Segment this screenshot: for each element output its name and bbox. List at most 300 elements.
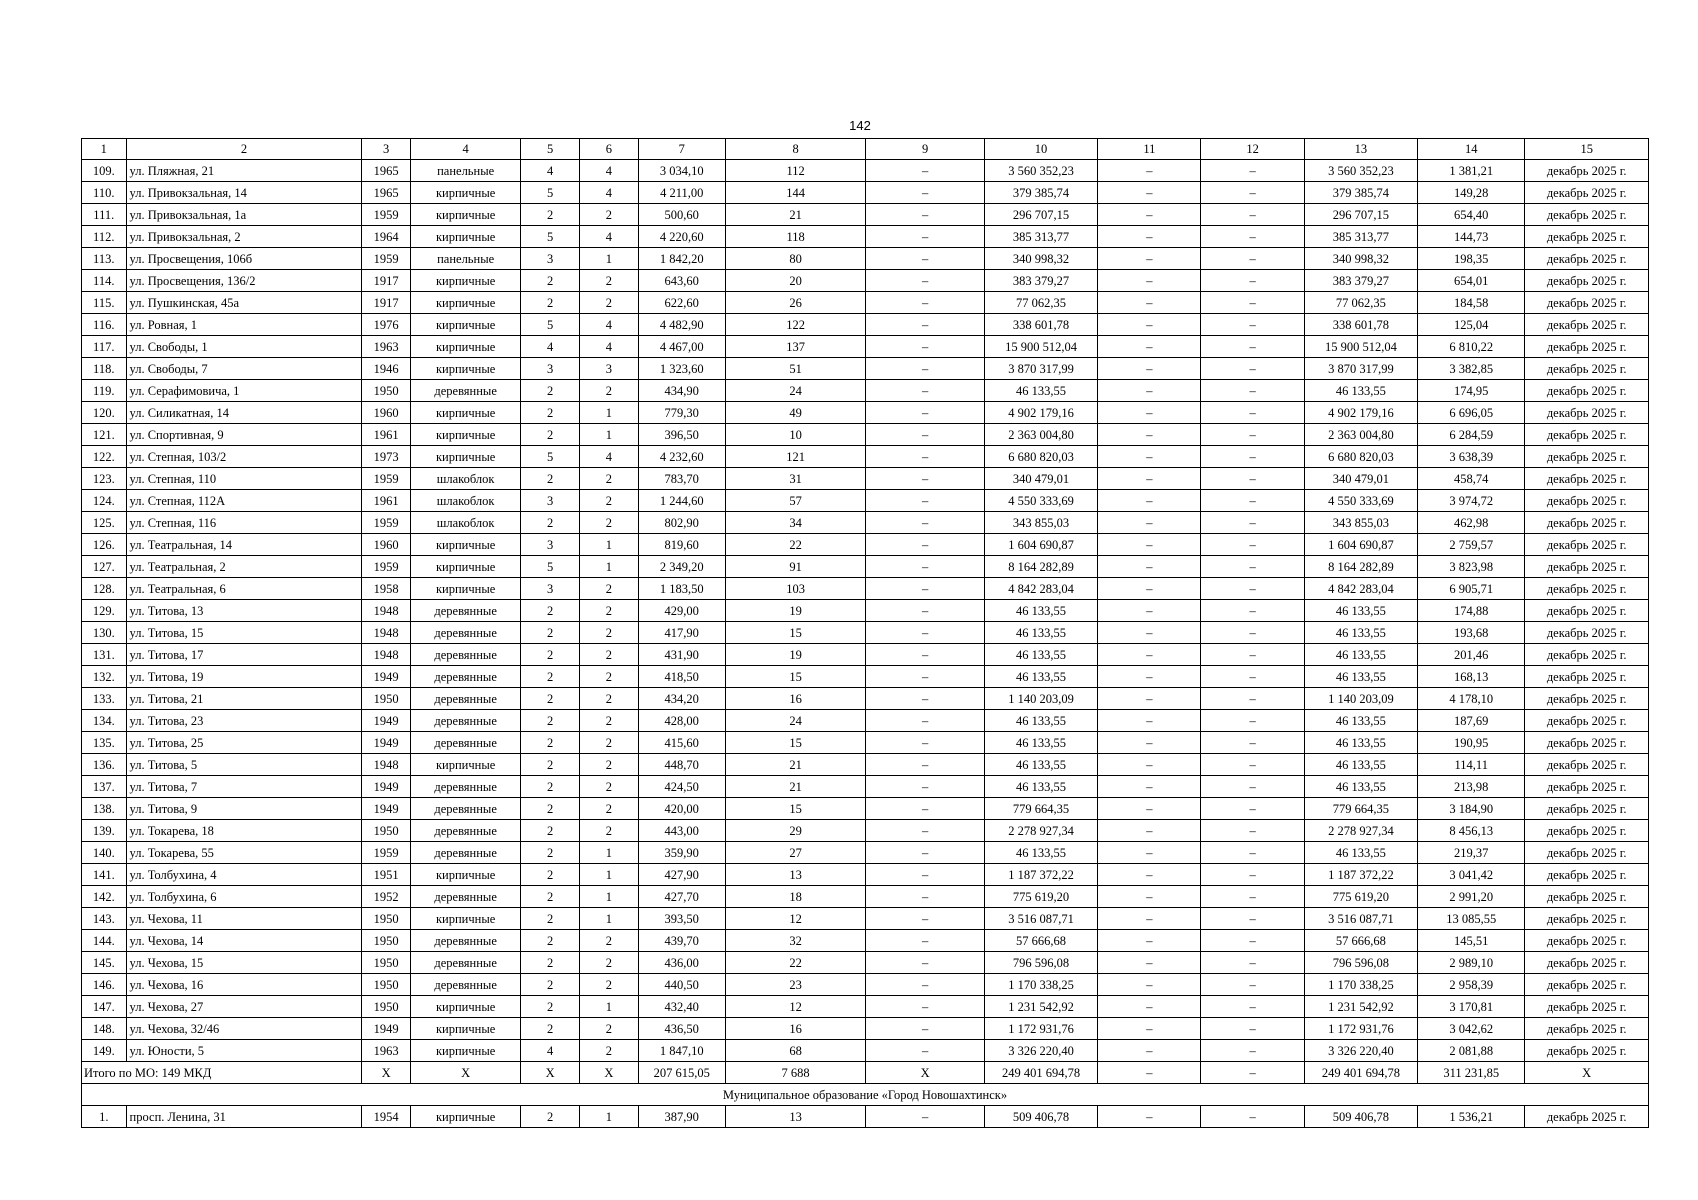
table-cell: 112 (725, 160, 866, 182)
address-cell: ул. Спортивная, 9 (126, 424, 362, 446)
address-cell: ул. Театральная, 2 (126, 556, 362, 578)
table-cell: 6 680 820,03 (1304, 446, 1417, 468)
row-number: 116. (82, 314, 127, 336)
table-cell: 2 (521, 886, 580, 908)
table-cell: – (1201, 798, 1304, 820)
table-cell: 184,58 (1418, 292, 1525, 314)
table-cell: 6 284,59 (1418, 424, 1525, 446)
table-cell: 1 183,50 (638, 578, 725, 600)
table-cell: 1 604 690,87 (984, 534, 1097, 556)
table-cell: 2 363 004,80 (984, 424, 1097, 446)
table-cell: декабрь 2025 г. (1525, 292, 1649, 314)
table-cell: – (1201, 600, 1304, 622)
table-cell: 32 (725, 930, 866, 952)
table-cell: деревянные (410, 842, 520, 864)
table-cell: – (1201, 402, 1304, 424)
table-cell: 340 998,32 (1304, 248, 1417, 270)
table-cell: 8 164 282,89 (984, 556, 1097, 578)
table-cell: 46 133,55 (984, 710, 1097, 732)
address-cell: ул. Театральная, 6 (126, 578, 362, 600)
table-cell: 2 (521, 292, 580, 314)
row-number: 141. (82, 864, 127, 886)
row-number: 117. (82, 336, 127, 358)
table-cell: 1 (580, 424, 639, 446)
address-cell: ул. Толбухина, 6 (126, 886, 362, 908)
table-cell: 5 (521, 556, 580, 578)
table-row (82, 776, 1649, 798)
table-cell: – (1098, 270, 1201, 292)
table-cell: 2 (580, 644, 639, 666)
table-row (82, 556, 1649, 578)
table-cell: 2 (580, 292, 639, 314)
table-cell: 1973 (362, 446, 411, 468)
row-number: 118. (82, 358, 127, 380)
table-cell: декабрь 2025 г. (1525, 534, 1649, 556)
table-cell: – (1201, 820, 1304, 842)
table-cell: 12 (725, 908, 866, 930)
table-cell: – (1098, 798, 1201, 820)
table-cell: кирпичные (410, 424, 520, 446)
table-cell: 796 596,08 (1304, 952, 1417, 974)
row-number: 149. (82, 1040, 127, 1062)
row-number: 134. (82, 710, 127, 732)
table-cell: – (1098, 600, 1201, 622)
table-cell: 4 (580, 226, 639, 248)
column-number: 8 (725, 139, 866, 160)
table-cell: 1951 (362, 864, 411, 886)
table-cell: 385 313,77 (1304, 226, 1417, 248)
address-cell: ул. Титова, 7 (126, 776, 362, 798)
table-cell: – (1098, 534, 1201, 556)
table-cell: 1 172 931,76 (1304, 1018, 1417, 1040)
table-cell: 174,88 (1418, 600, 1525, 622)
table-cell: – (866, 248, 984, 270)
table-cell: – (1201, 974, 1304, 996)
table-cell: 1958 (362, 578, 411, 600)
table-cell: 193,68 (1418, 622, 1525, 644)
table-cell: – (1201, 314, 1304, 336)
table-cell: – (866, 930, 984, 952)
table-cell: 379 385,74 (1304, 182, 1417, 204)
table-cell: 77 062,35 (984, 292, 1097, 314)
table-cell: 4 (580, 160, 639, 182)
row-number: 140. (82, 842, 127, 864)
table-cell: – (1098, 974, 1201, 996)
table-cell: – (1098, 820, 1201, 842)
table-cell: 2 (580, 204, 639, 226)
table-cell: 2 (580, 622, 639, 644)
table-cell: деревянные (410, 820, 520, 842)
table-cell: 5 (521, 182, 580, 204)
table-cell: 2 (580, 1040, 639, 1062)
table-cell: 1949 (362, 776, 411, 798)
table-cell: 436,00 (638, 952, 725, 974)
row-number: 132. (82, 666, 127, 688)
table-cell: 15 900 512,04 (984, 336, 1097, 358)
table-cell: – (1098, 446, 1201, 468)
table-cell: 1 (580, 402, 639, 424)
table-cell: 338 601,78 (1304, 314, 1417, 336)
table-cell: 46 133,55 (1304, 754, 1417, 776)
table-cell: – (1098, 402, 1201, 424)
table-cell: – (1098, 248, 1201, 270)
table-cell: деревянные (410, 644, 520, 666)
table-cell: 2 (580, 380, 639, 402)
table-cell: – (1201, 1040, 1304, 1062)
table-cell: – (1201, 248, 1304, 270)
table-cell: 417,90 (638, 622, 725, 644)
table-row (82, 842, 1649, 864)
table-cell: 91 (725, 556, 866, 578)
table-cell: 3 382,85 (1418, 358, 1525, 380)
table-cell: – (1098, 358, 1201, 380)
table-cell: – (1098, 490, 1201, 512)
table-cell: 2 (580, 512, 639, 534)
table-cell: 80 (725, 248, 866, 270)
table-cell: 4 902 179,16 (984, 402, 1097, 424)
table-row (82, 754, 1649, 776)
table-cell: 2 (521, 710, 580, 732)
table-cell: 2 (521, 688, 580, 710)
table-cell: – (1201, 886, 1304, 908)
table-cell: 2 759,57 (1418, 534, 1525, 556)
table-cell: – (866, 292, 984, 314)
table-cell: – (1098, 952, 1201, 974)
table-cell: 15 (725, 622, 866, 644)
table-cell: декабрь 2025 г. (1525, 358, 1649, 380)
table-cell: 103 (725, 578, 866, 600)
table-cell: 1 244,60 (638, 490, 725, 512)
table-cell: 1 (580, 908, 639, 930)
table-cell: 427,70 (638, 886, 725, 908)
table-cell: 1 (580, 886, 639, 908)
table-cell: 2 (580, 820, 639, 842)
table-cell: 46 133,55 (984, 380, 1097, 402)
table-cell: – (866, 424, 984, 446)
table-cell: – (1098, 710, 1201, 732)
row-number: 131. (82, 644, 127, 666)
table-cell: 802,90 (638, 512, 725, 534)
table-cell: 20 (725, 270, 866, 292)
table-cell: декабрь 2025 г. (1525, 402, 1649, 424)
address-cell: ул. Чехова, 32/46 (126, 1018, 362, 1040)
table-cell: шлакоблок (410, 512, 520, 534)
table-cell: – (866, 380, 984, 402)
table-cell: 1963 (362, 336, 411, 358)
table-cell: 8 456,13 (1418, 820, 1525, 842)
table-cell: 4 842 283,04 (1304, 578, 1417, 600)
table-cell: декабрь 2025 г. (1525, 908, 1649, 930)
table-cell: 174,95 (1418, 380, 1525, 402)
table-row (82, 710, 1649, 732)
table-cell: 3 170,81 (1418, 996, 1525, 1018)
table-cell: – (1201, 930, 1304, 952)
table-cell: 4 467,00 (638, 336, 725, 358)
table-cell: панельные (410, 248, 520, 270)
table-cell: декабрь 2025 г. (1525, 600, 1649, 622)
table-cell: – (1098, 1106, 1201, 1128)
table-cell: – (866, 952, 984, 974)
table-row (82, 644, 1649, 666)
table-cell: 1 231 542,92 (984, 996, 1097, 1018)
table-cell: 1 (580, 996, 639, 1018)
table-cell: – (866, 710, 984, 732)
table-cell: декабрь 2025 г. (1525, 842, 1649, 864)
table-cell: кирпичные (410, 270, 520, 292)
total-cell: 207 615,05 (638, 1062, 725, 1084)
table-row (82, 226, 1649, 248)
table-cell: декабрь 2025 г. (1525, 996, 1649, 1018)
table-cell: – (866, 666, 984, 688)
table-cell: – (1098, 468, 1201, 490)
table-cell: 2 989,10 (1418, 952, 1525, 974)
row-number: 120. (82, 402, 127, 424)
table-cell: декабрь 2025 г. (1525, 1018, 1649, 1040)
address-cell: ул. Просвещения, 136/2 (126, 270, 362, 292)
table-cell: декабрь 2025 г. (1525, 248, 1649, 270)
address-cell: ул. Чехова, 15 (126, 952, 362, 974)
table-cell: 57 666,68 (984, 930, 1097, 952)
row-number: 110. (82, 182, 127, 204)
total-cell: – (1098, 1062, 1201, 1084)
table-cell: декабрь 2025 г. (1525, 556, 1649, 578)
table-cell: 1 (580, 534, 639, 556)
address-cell: ул. Толбухина, 4 (126, 864, 362, 886)
table-cell: – (866, 996, 984, 1018)
table-cell: 1948 (362, 600, 411, 622)
table-cell: 415,60 (638, 732, 725, 754)
table-cell: 3 326 220,40 (984, 1040, 1097, 1062)
column-number: 3 (362, 139, 411, 160)
table-cell: – (866, 556, 984, 578)
table-cell: 779 664,35 (984, 798, 1097, 820)
table-cell: 3 638,39 (1418, 446, 1525, 468)
row-number: 111. (82, 204, 127, 226)
table-cell: 1 323,60 (638, 358, 725, 380)
table-cell: – (1201, 380, 1304, 402)
table-cell: 424,50 (638, 776, 725, 798)
row-number: 137. (82, 776, 127, 798)
table-cell: 1949 (362, 732, 411, 754)
row-number: 142. (82, 886, 127, 908)
table-cell: – (1201, 754, 1304, 776)
address-cell: ул. Привокзальная, 2 (126, 226, 362, 248)
total-cell: 249 401 694,78 (984, 1062, 1097, 1084)
table-cell: 13 (725, 864, 866, 886)
table-cell: 1 231 542,92 (1304, 996, 1417, 1018)
table-cell: – (1098, 182, 1201, 204)
table-cell: 1949 (362, 1018, 411, 1040)
table-row (82, 292, 1649, 314)
table-cell: 46 133,55 (1304, 644, 1417, 666)
table-cell: 118 (725, 226, 866, 248)
table-cell: 2 (580, 798, 639, 820)
table-cell: 1948 (362, 754, 411, 776)
table-cell: декабрь 2025 г. (1525, 666, 1649, 688)
table-cell: – (866, 600, 984, 622)
table-cell: 144 (725, 182, 866, 204)
table-cell: 296 707,15 (1304, 204, 1417, 226)
table-cell: 1954 (362, 1106, 411, 1128)
table-cell: 23 (725, 974, 866, 996)
table-cell: – (1201, 1018, 1304, 1040)
table-cell: 145,51 (1418, 930, 1525, 952)
address-cell: просп. Ленина, 31 (126, 1106, 362, 1128)
table-cell: 2 (521, 644, 580, 666)
table-cell: 3 (521, 534, 580, 556)
table-cell: – (866, 314, 984, 336)
row-number: 124. (82, 490, 127, 512)
table-cell: 46 133,55 (1304, 666, 1417, 688)
table-cell: кирпичные (410, 336, 520, 358)
total-cell: Х (866, 1062, 984, 1084)
table-cell: 3 560 352,23 (984, 160, 1097, 182)
row-number: 125. (82, 512, 127, 534)
table-cell: 46 133,55 (1304, 622, 1417, 644)
table-cell: 2 (580, 600, 639, 622)
table-row (82, 204, 1649, 226)
row-number: 146. (82, 974, 127, 996)
table-row (82, 248, 1649, 270)
table-cell: 383 379,27 (1304, 270, 1417, 292)
table-cell: – (1201, 446, 1304, 468)
table-cell: декабрь 2025 г. (1525, 226, 1649, 248)
table-cell: – (1098, 622, 1201, 644)
row-number: 119. (82, 380, 127, 402)
table-cell: 13 085,55 (1418, 908, 1525, 930)
page-number: 142 (849, 118, 871, 133)
table-row (82, 864, 1649, 886)
table-cell: – (1098, 160, 1201, 182)
address-cell: ул. Юности, 5 (126, 1040, 362, 1062)
table-cell: деревянные (410, 798, 520, 820)
table-cell: 3 516 087,71 (984, 908, 1097, 930)
row-number: 147. (82, 996, 127, 1018)
table-cell: 3 (580, 358, 639, 380)
table-cell: 57 (725, 490, 866, 512)
table-cell: 2 363 004,80 (1304, 424, 1417, 446)
table-cell: 3 (521, 248, 580, 270)
table-cell: 1917 (362, 270, 411, 292)
table-cell: – (1201, 512, 1304, 534)
table-cell: 5 (521, 226, 580, 248)
table-cell: 6 905,71 (1418, 578, 1525, 600)
table-cell: 2 (521, 732, 580, 754)
table-cell: 434,20 (638, 688, 725, 710)
table-cell: 2 (521, 996, 580, 1018)
address-cell: ул. Токарева, 55 (126, 842, 362, 864)
table-row (82, 314, 1649, 336)
table-cell: 2 991,20 (1418, 886, 1525, 908)
table-cell: декабрь 2025 г. (1525, 468, 1649, 490)
table-cell: 1960 (362, 402, 411, 424)
table-cell: 144,73 (1418, 226, 1525, 248)
table-cell: 6 680 820,03 (984, 446, 1097, 468)
table-cell: 3 (521, 578, 580, 600)
table-cell: 8 164 282,89 (1304, 556, 1417, 578)
total-cell: Х (580, 1062, 639, 1084)
table-cell: 18 (725, 886, 866, 908)
column-number: 4 (410, 139, 520, 160)
table-cell: 46 133,55 (984, 600, 1097, 622)
table-cell: 187,69 (1418, 710, 1525, 732)
table-cell: кирпичные (410, 754, 520, 776)
table-cell: – (1098, 1018, 1201, 1040)
table-cell: кирпичные (410, 358, 520, 380)
table-cell: – (1098, 380, 1201, 402)
table-cell: – (1098, 886, 1201, 908)
table-cell: – (1201, 534, 1304, 556)
table-cell: 2 (521, 512, 580, 534)
table-cell: 34 (725, 512, 866, 534)
table-cell: 168,13 (1418, 666, 1525, 688)
table-cell: 1 381,21 (1418, 160, 1525, 182)
table-cell: – (1201, 468, 1304, 490)
table-cell: – (866, 512, 984, 534)
table-cell: 396,50 (638, 424, 725, 446)
table-cell: 2 (521, 666, 580, 688)
table-row (82, 490, 1649, 512)
address-cell: ул. Силикатная, 14 (126, 402, 362, 424)
table-cell: – (1098, 996, 1201, 1018)
table-cell: 819,60 (638, 534, 725, 556)
address-cell: ул. Чехова, 11 (126, 908, 362, 930)
table-cell: 2 (580, 952, 639, 974)
table-cell: – (1201, 204, 1304, 226)
table-row (82, 1106, 1649, 1128)
table-cell: кирпичные (410, 314, 520, 336)
table-cell: деревянные (410, 688, 520, 710)
table-cell: 1950 (362, 930, 411, 952)
table-cell: – (1098, 1040, 1201, 1062)
table-cell: 21 (725, 754, 866, 776)
table-cell: деревянные (410, 886, 520, 908)
table-cell: кирпичные (410, 864, 520, 886)
table-cell: декабрь 2025 г. (1525, 490, 1649, 512)
table-cell: шлакоблок (410, 490, 520, 512)
total-cell: Х (521, 1062, 580, 1084)
table-cell: декабрь 2025 г. (1525, 754, 1649, 776)
row-number: 133. (82, 688, 127, 710)
table-cell: 779 664,35 (1304, 798, 1417, 820)
address-cell: ул. Свободы, 1 (126, 336, 362, 358)
table-cell: декабрь 2025 г. (1525, 710, 1649, 732)
table-cell: 427,90 (638, 864, 725, 886)
total-label: Итого по МО: 149 МКД (82, 1062, 362, 1084)
table-cell: 1948 (362, 644, 411, 666)
table-cell: 420,00 (638, 798, 725, 820)
table-cell: 21 (725, 204, 866, 226)
table-cell: 2 (580, 666, 639, 688)
address-cell: ул. Титова, 17 (126, 644, 362, 666)
table-cell: декабрь 2025 г. (1525, 336, 1649, 358)
address-cell: ул. Титова, 9 (126, 798, 362, 820)
table-cell: 149,28 (1418, 182, 1525, 204)
table-cell: – (866, 402, 984, 424)
table-cell: 4 (580, 446, 639, 468)
table-cell: – (1201, 864, 1304, 886)
table-cell: 16 (725, 688, 866, 710)
table-cell: – (866, 534, 984, 556)
table-cell: 343 855,03 (984, 512, 1097, 534)
table-cell: 1 604 690,87 (1304, 534, 1417, 556)
table-cell: – (1201, 842, 1304, 864)
table-cell: декабрь 2025 г. (1525, 270, 1649, 292)
table-cell: деревянные (410, 732, 520, 754)
table-cell: – (866, 1040, 984, 1062)
table-cell: декабрь 2025 г. (1525, 424, 1649, 446)
table-cell: 2 (521, 952, 580, 974)
